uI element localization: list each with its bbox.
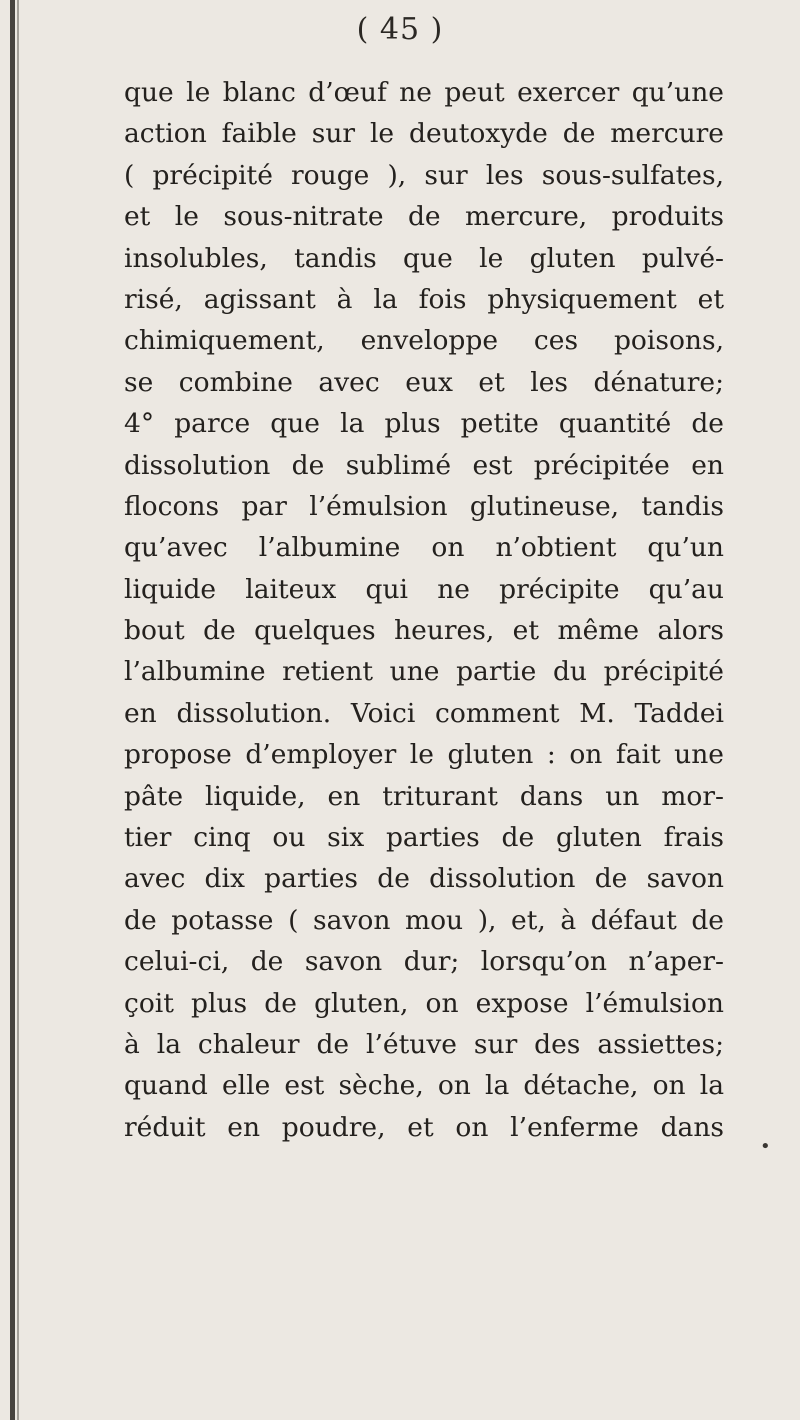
text-line: chimiquement, enveloppe ces poisons, <box>124 325 724 357</box>
text-line: bout de quelques heures, et même alors <box>124 615 724 647</box>
page-binding-edge <box>10 0 15 1420</box>
text-line: l’albumine retient une partie du précipité <box>124 656 724 688</box>
text-line: insolubles, tandis que le gluten pulvé- <box>124 242 724 274</box>
text-line: tier cinq ou six parties de gluten frais <box>124 822 724 854</box>
text-line: réduit en poudre, et on l’enferme dans <box>124 1111 724 1143</box>
text-line: se combine avec eux et les dénature; <box>124 366 724 398</box>
text-line: ( précipité rouge ), sur les sous-sulfates, <box>124 159 724 191</box>
body-text <box>124 72 724 1148</box>
text-line: propose d’employer le gluten : on fait une <box>124 739 724 771</box>
text-line: quand elle est sèche, on la détache, on la <box>124 1070 724 1102</box>
text-line: de potasse ( savon mou ), et, à défaut de <box>124 904 724 936</box>
text-line: pâte liquide, en triturant dans un mor- <box>124 780 724 812</box>
text-line: action faible sur le deutoxyde de mercure <box>124 118 724 150</box>
text-line: risé, agissant à la fois physiquement et <box>124 283 724 315</box>
text-line: 4° parce que la plus petite quantité de <box>124 408 724 440</box>
text-line: avec dix parties de dissolution de savon <box>124 863 724 895</box>
page-number: ( 45 ) <box>356 12 444 47</box>
text-line: en dissolution. Voici comment M. Taddei <box>124 697 724 729</box>
text-line: dissolution de sublimé est précipitée en <box>124 449 724 481</box>
text-line: que le blanc d’œuf ne peut exercer qu’une <box>124 77 724 108</box>
text-line: à la chaleur de l’étuve sur des assiettes; <box>124 1028 724 1060</box>
text-line: qu’avec l’albumine on n’obtient qu’un <box>124 532 724 564</box>
margin-mark: • <box>760 1136 771 1157</box>
text-line: çoit plus de gluten, on expose l’émulsion <box>124 987 724 1019</box>
text-line: et le sous-nitrate de mercure, produits <box>124 201 724 233</box>
text-line: celui-ci, de savon dur; lorsqu’on n’aper- <box>124 946 724 978</box>
text-line: liquide laiteux qui ne précipite qu’au <box>124 573 724 605</box>
page-binding-shadow <box>17 0 19 1420</box>
text-line: flocons par l’émulsion glutineuse, tandis <box>124 490 724 522</box>
